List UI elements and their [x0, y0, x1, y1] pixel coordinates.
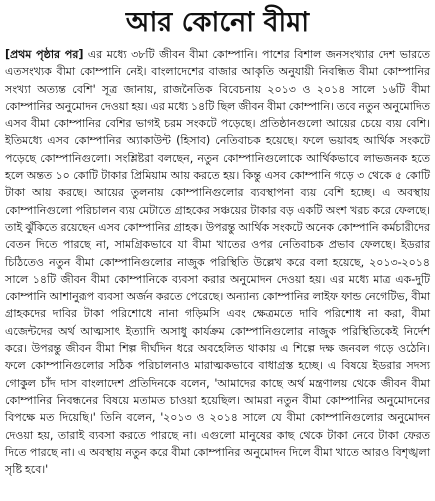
- continuation-marker: [প্রথম পৃষ্ঠার পর]: [5, 48, 84, 61]
- article-headline: আর কোনো বীমা: [125, 7, 310, 38]
- article-text: এর মধ্যে ৩৮টি জীবন বীমা কোম্পানি। পাশের বিশাল জনসংখ্যার দেশ ভারতে এতসংখ্যক বীমা কোম্পানি নেই। বাংলাদেশের বাজার আকৃতি অনুযায়ী নিবন্ধিত বীমা কোম্পানির সংখ্যা অত্যন্ত বেশি' সূত্র জানায়, রাজনৈতিক বিবেচনায় ২০১৩ ও ২০১৪ সালে ১৬টি বীমা কোম্পানির অনুমোদন দেওয়া হয়। এর মধ্যে ১৪টি ছিল জীবন বীমা কোম্পানি। তবে নতুন অনুমোদিত এসব বীমা কোম্পানির বেশির ভাগই চরম সংকটে পড়েছে। প্রতিষ্ঠানগুলো আয়ের চেয়ে ব্যয় বেশি। ইতিমধ্যে এসব কোম্পানির অ্যাকাউন্ট (হিসাব) নেতিবাচক হয়েছে। ফলে ভয়াবহ আর্থিক সংকটে পড়েছে কোম্পানিগুলো। সংশ্লিষ্টরা বলছেন, নতুন কোম্পানিগুলোকে আর্থিকভাবে লাভজনক হতে হলে অন্তত ১০ কোটি টাকার প্রিমিয়াম আয় করতে হয়। কিন্তু এসব কোম্পানি গড়ে ৩ থেকে ৫ কোটি টাকা আয় করছে। আয়ের তুলনায় কোম্পানিগুলোর ব্যবস্থাপনা ব্যয় বেশি হচ্ছে। এ অবস্থায় কোম্পানিগুলো পরিচালন ব্যয় মেটাতে গ্রাহকের সঞ্চয়ের টাকার বড় একটি অংশ খরচ করে ফেলছে। তাই ঝুঁকিতে রয়েছেন এসব কোম্পানির গ্রাহক। উপরন্তু আর্থিক সংকটে অনেক কোম্পানি কর্মচারীদের বেতন দিতে পারছে না, সামগ্রিকভাবে যা বীমা খাতের ওপর নেতিবাচক প্রভাব ফেলছে। ইডরার চিঠিতেও নতুন বীমা কোম্পানিগুলোর নাজুক পরিস্থিতি উল্লেখ করে বলা হয়েছে, ২০১৩-২০১৪ সালে ১৪টি জীবন বীমা কোম্পানিকে ব্যবসা করার অনুমোদন দেওয়া হয়। এর মধ্যে মাত্র এক-দুটি কোম্পানি আশানুরূপ ব্যবসা অর্জন করতে পেরেছে। অন্যান্য কোম্পানির লাইফ ফান্ড নেগেটিভ, বীমা গ্রাহকদের দাবির টাকা পরিশোধে নানা গড়িমসি এবং ক্ষেত্রমতে দাবি পরিশোধ না করা, বীমা এজেন্টদের অর্থ আত্মসাৎ ইত্যাদি অসাধু কার্যক্রম কোম্পানিগুলোর নাজুক পরিস্থিতিকেই নির্দেশ করে। উপরন্তু জীবন বীমা শিল্প দীর্ঘদিন ধরে অবহেলিত থাকায় এ শিল্পে দক্ষ জনবল গড়ে ওঠেনি। ফলে কোম্পানিগুলোর সঠিক পরিচালনাও মারাত্মকভাবে বাধাগ্রস্ত হচ্ছে। এ বিষয়ে ইডরার সদস্য গোকুল চাঁদ দাস বাংলাদেশ প্রতিদিনকে বলেন, 'আমাদের কাছে অর্থ মন্ত্রণালয় থেকে জীবন বীমা কোম্পানির নিবন্ধনের বিষয়ে মতামত চাওয়া হয়েছিল। আমরা নতুন বীমা কোম্পানির অনুমোদনের বিপক্ষে মত দিয়েছি।' তিনি বলেন, '২০১৩ ও ২০১৪ সালে যে বীমা কোম্পানিগুলোর অনুমোদন দেওয়া হয়, তারাই ব্যবসা করতে পারছে না। এগুলো মানুষের কাছ থেকে টাকা নেবে টাকা ফেরত দিতে পারছে না। এ অবস্থায় নতুন করে বীমা কোম্পানির অনুমোদন দিলে বীমা খাতে আরও বিশৃঙ্খলা সৃষ্টি হবে।': [5, 48, 430, 477]
- article-body: [5, 46, 430, 478]
